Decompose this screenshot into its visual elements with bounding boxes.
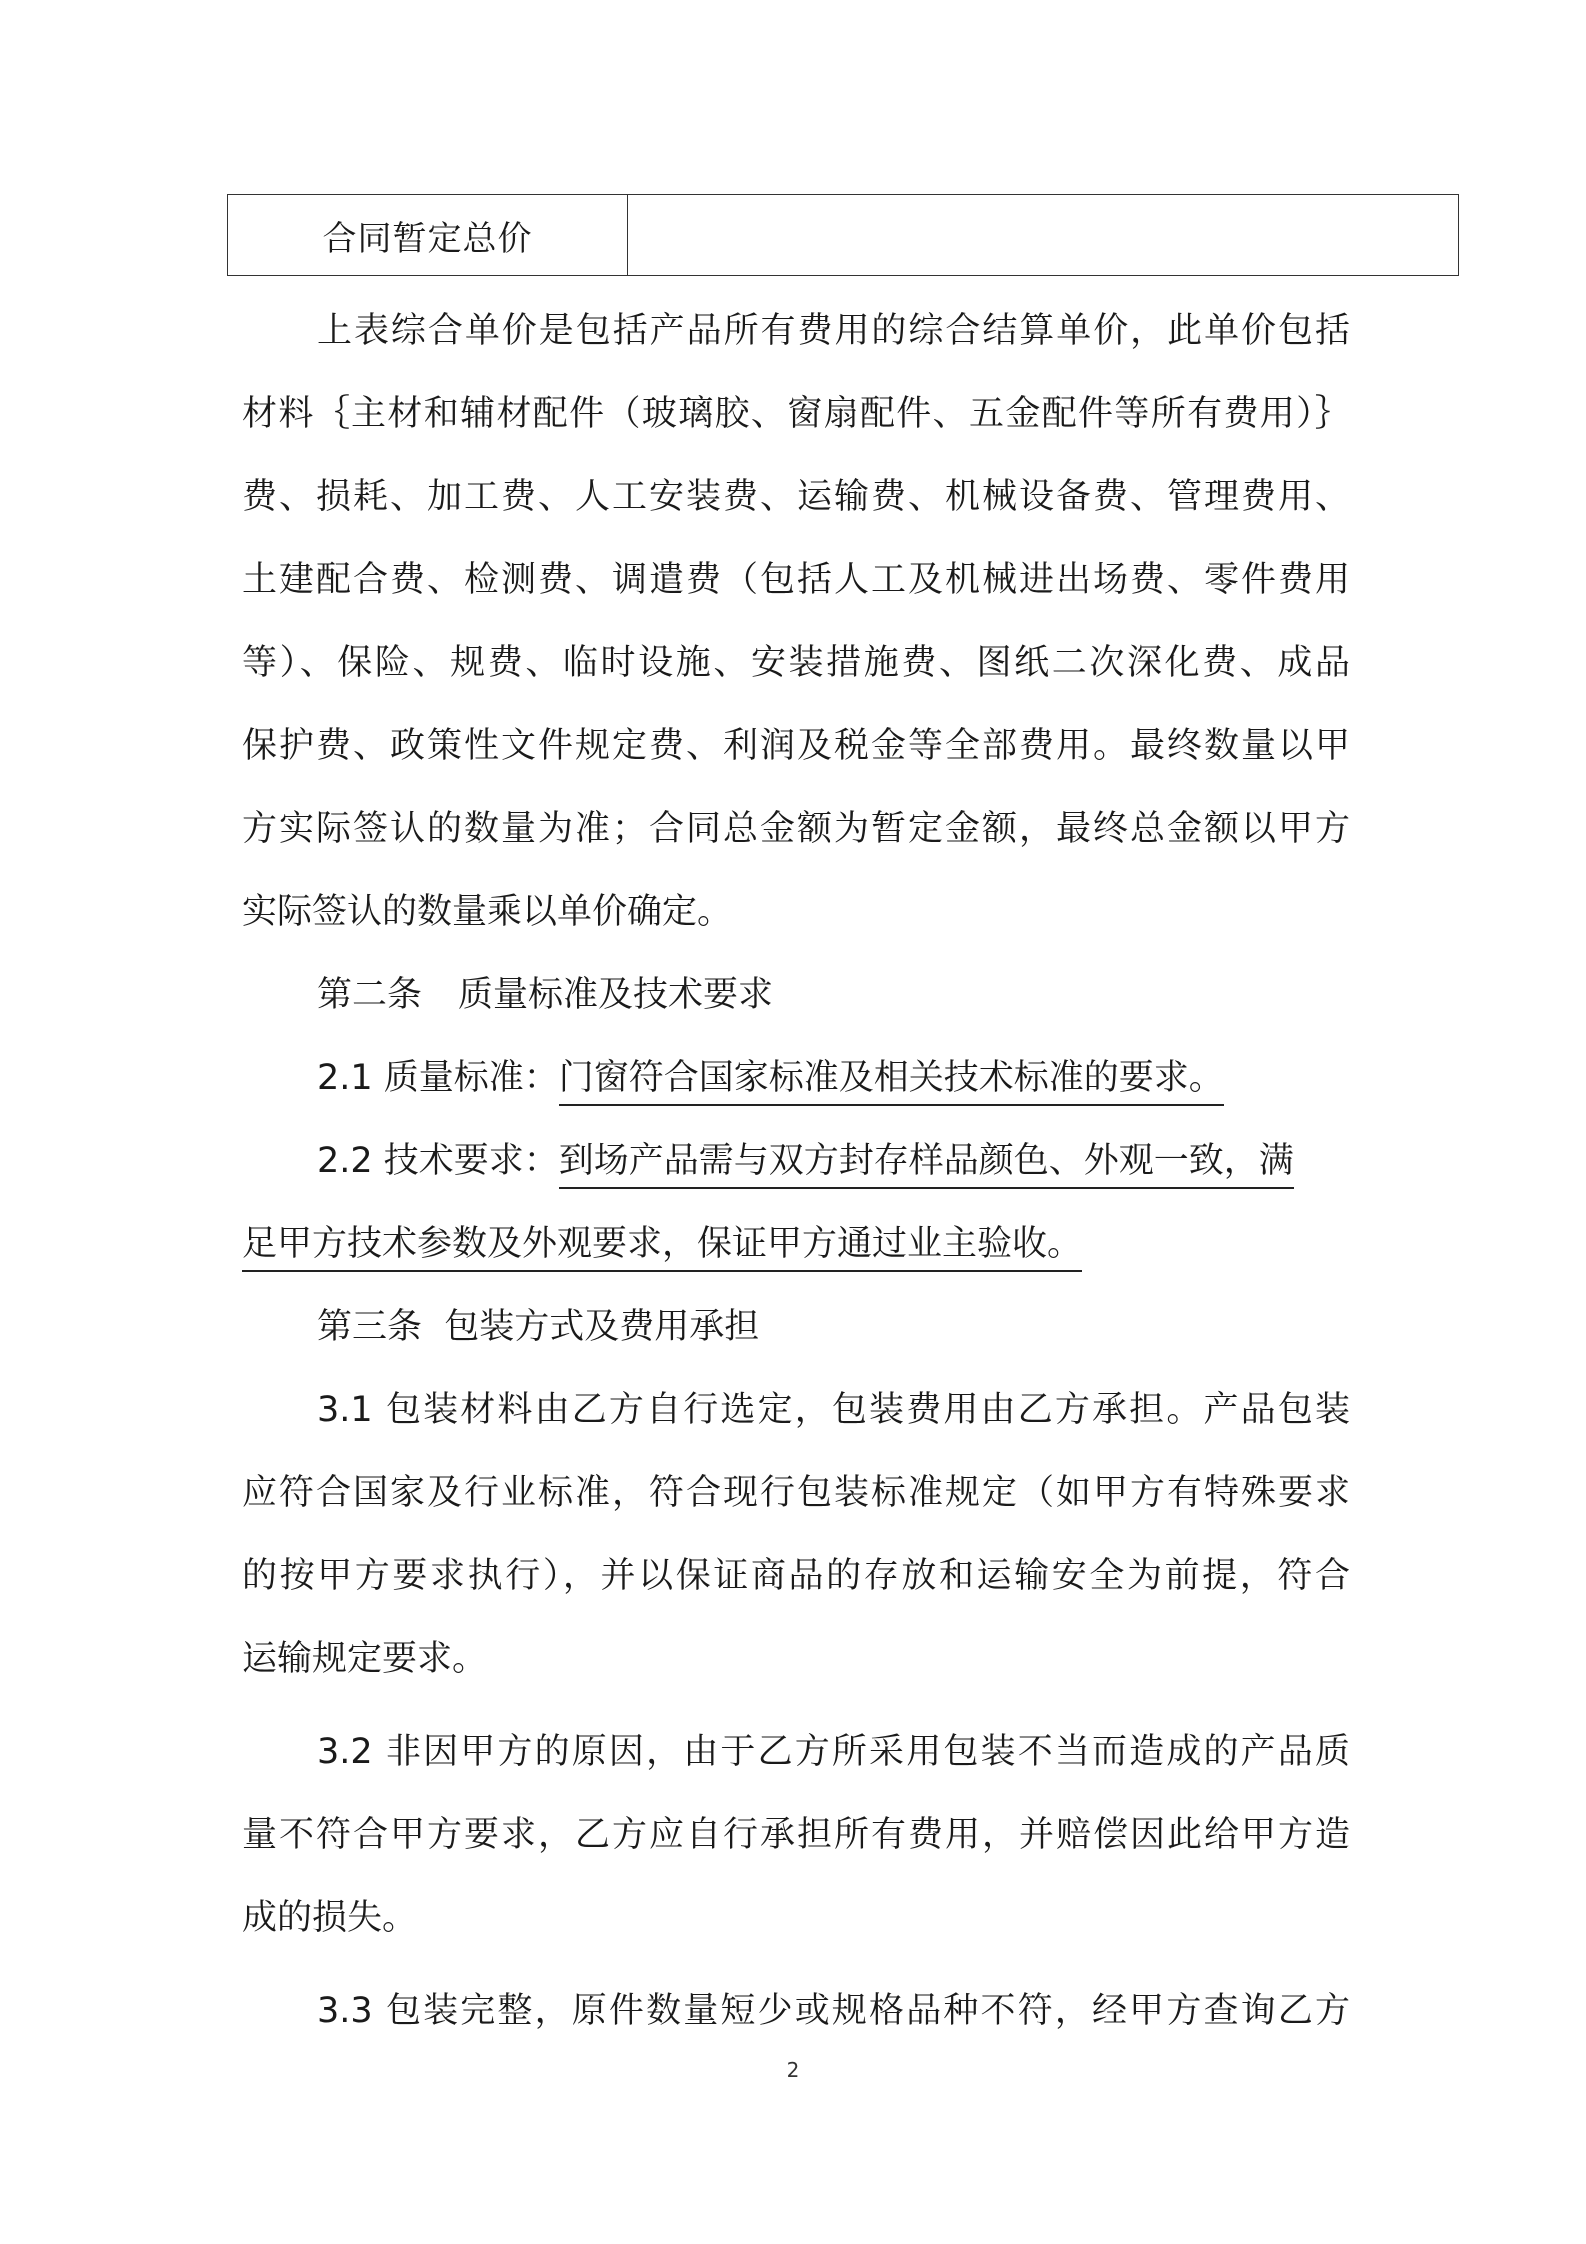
article-2-number: 第二条 bbox=[317, 975, 423, 1015]
paragraph-line: 上表综合单价是包括产品所有费用的综合结算单价，此单价包括 bbox=[317, 311, 1350, 351]
paragraph-line: 费、损耗、加工费、人工安装费、运输费、机械设备费、管理费用、 bbox=[242, 477, 1350, 517]
paragraph-line: 运输规定要求。 bbox=[242, 1639, 488, 1679]
total-price-value bbox=[628, 195, 1458, 275]
page-number: 2 bbox=[786, 2058, 800, 2082]
paragraph-line: 方实际签认的数量为准；合同总金额为暂定金额，最终总金额以甲方 bbox=[242, 809, 1350, 849]
paragraph-line: 保护费、政策性文件规定费、利润及税金等全部费用。最终数量以甲 bbox=[242, 726, 1350, 766]
technical-requirement-text-2: 足甲方技术参数及外观要求，保证甲方通过业主验收。 bbox=[242, 1224, 1082, 1272]
article-2-title: 质量标准及技术要求 bbox=[458, 975, 774, 1015]
article-2-heading bbox=[242, 954, 1350, 1037]
technical-requirement-label: 2.2 技术要求： bbox=[317, 1141, 559, 1181]
paragraph-line: 材料｛主材和辅材配件（玻璃胶、窗扇配件、五金配件等所有费用）｝ bbox=[242, 394, 1350, 434]
paragraph-line: 3.1 包装材料由乙方自行选定，包装费用由乙方承担。产品包装 bbox=[317, 1390, 1350, 1430]
paragraph-line: 量不符合甲方要求，乙方应自行承担所有费用，并赔偿因此给甲方造 bbox=[242, 1815, 1350, 1855]
paragraph-line: 的按甲方要求执行），并以保证商品的存放和运输安全为前提，符合 bbox=[242, 1556, 1350, 1596]
document-body bbox=[242, 290, 1350, 2053]
technical-requirement-text: 到场产品需与双方封存样品颜色、外观一致，满 bbox=[559, 1141, 1294, 1189]
article-3-heading: 第三条 包装方式及费用承担 bbox=[317, 1307, 760, 1347]
total-price-table bbox=[227, 194, 1459, 276]
technical-requirement-continuation bbox=[242, 1203, 1350, 1286]
quality-standard-item bbox=[242, 1037, 1350, 1120]
paragraph-line: 等）、保险、规费、临时设施、安装措施费、图纸二次深化费、成品 bbox=[242, 643, 1350, 683]
paragraph-line: 成的损失。 bbox=[242, 1898, 418, 1938]
technical-requirement-item bbox=[242, 1120, 1350, 1203]
paragraph-line: 实际签认的数量乘以单价确定。 bbox=[242, 892, 733, 932]
paragraph-line: 土建配合费、检测费、调遣费（包括人工及机械进出场费、零件费用 bbox=[242, 560, 1350, 600]
total-price-label: 合同暂定总价 bbox=[228, 195, 628, 275]
paragraph-line: 3.3 包装完整，原件数量短少或规格品种不符，经甲方查询乙方 bbox=[317, 1991, 1350, 2031]
quality-standard-text: 门窗符合国家标准及相关技术标准的要求。 bbox=[559, 1058, 1224, 1106]
quality-standard-label: 2.1 质量标准： bbox=[317, 1058, 559, 1098]
paragraph-line: 应符合国家及行业标准，符合现行包装标准规定（如甲方有特殊要求 bbox=[242, 1473, 1350, 1513]
paragraph-line: 3.2 非因甲方的原因，由于乙方所采用包装不当而造成的产品质 bbox=[317, 1732, 1350, 1772]
